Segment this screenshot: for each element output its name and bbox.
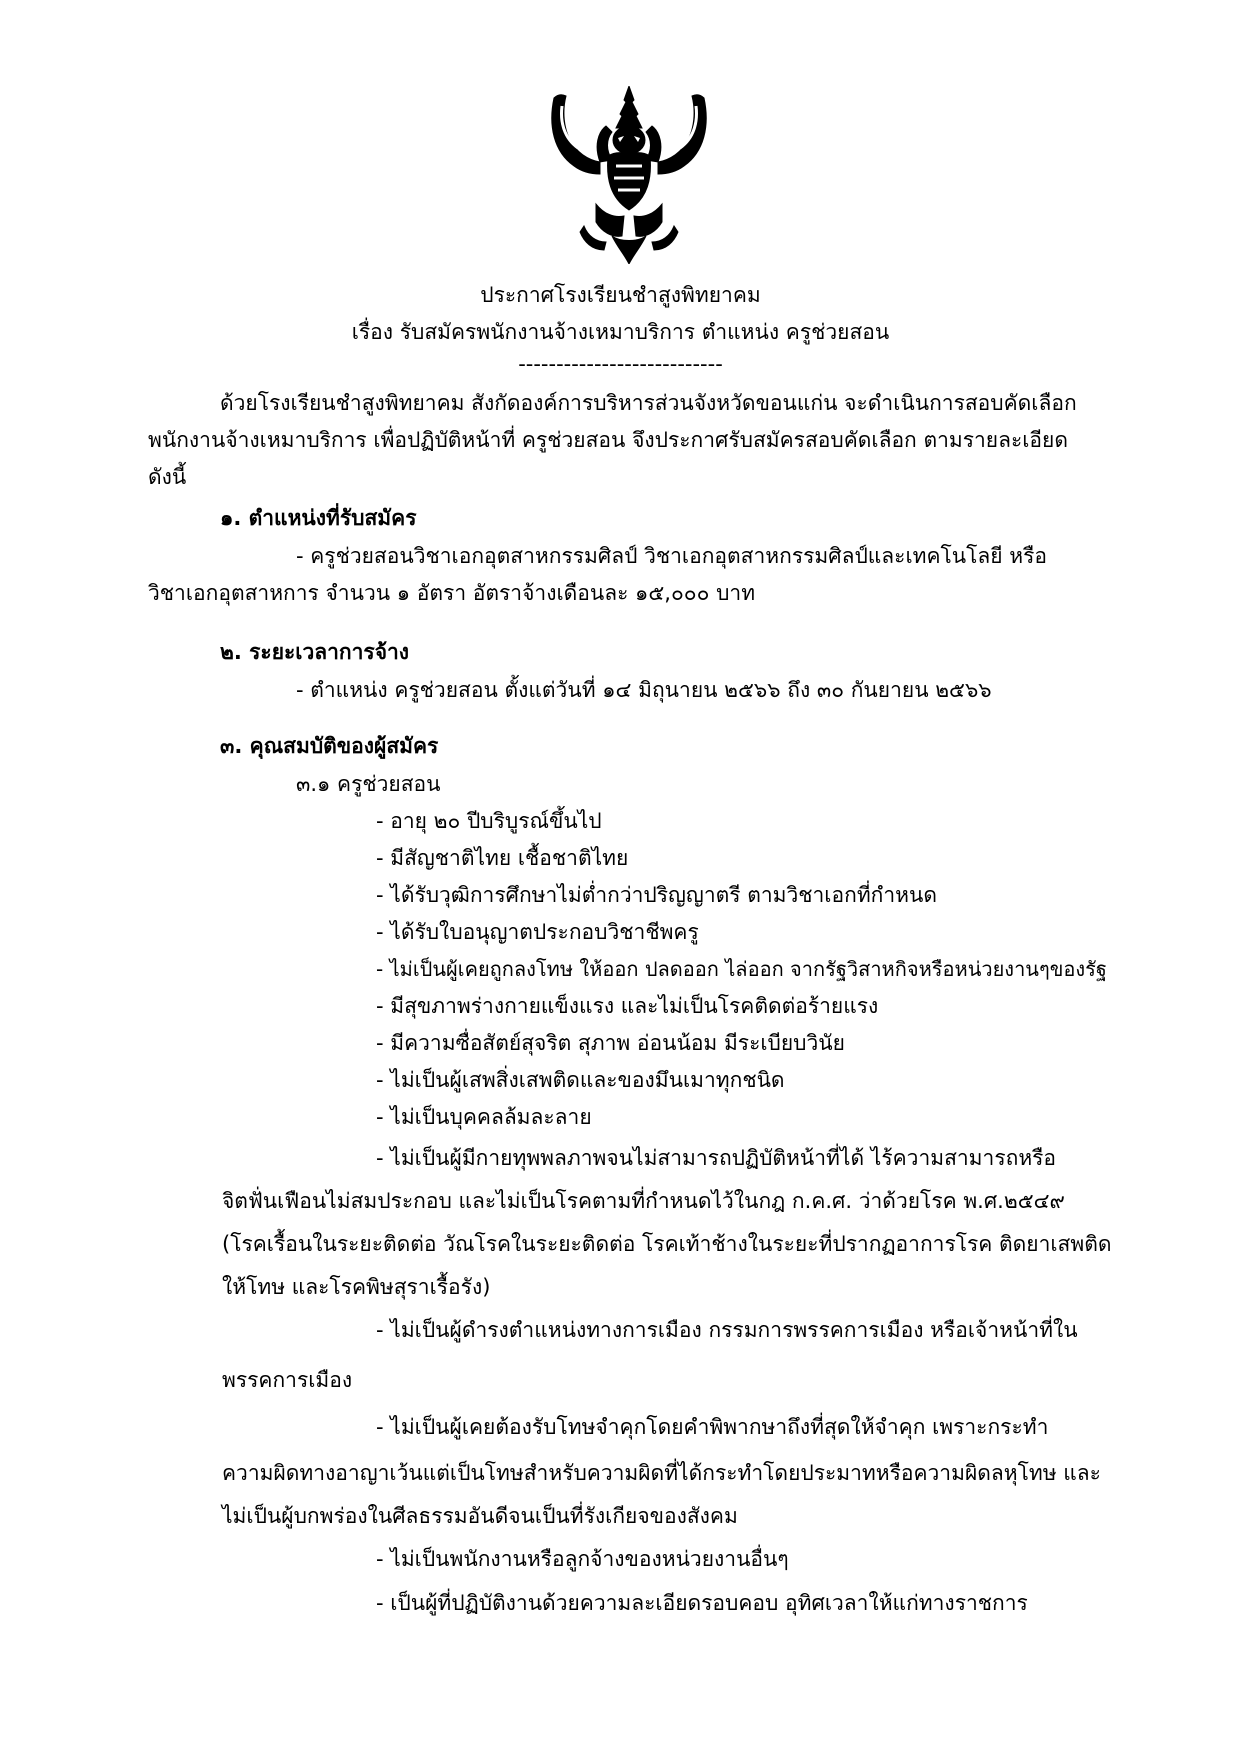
announcement-subject: เรื่อง รับสมัครพนักงานจ้างเหมาบริการ ตำแหน่ง ครูช่วยสอน [351, 320, 890, 344]
qualification-item: - มีความซื่อสัตย์สุจริต สุภาพ อ่อนน้อม มีระเบียบวินัย [376, 1031, 845, 1055]
politics-line-1: - ไม่เป็นผู้ดำรงตำแหน่งทางการเมือง กรรมการพรรคการเมือง หรือเจ้าหน้าที่ใน [376, 1318, 1078, 1342]
disease-line-1: - ไม่เป็นผู้มีกายทุพพลภาพจนไม่สามารถปฏิบัติหน้าที่ได้ ไร้ความสามารถหรือ [376, 1146, 1057, 1170]
garuda-emblem [548, 86, 710, 264]
section-2-line-1: - ตำแหน่ง ครูช่วยสอน ตั้งแต่วันที่ ๑๔ มิถุนายน ๒๕๖๖ ถึง ๓๐ กันยายน ๒๕๖๖ [296, 678, 992, 702]
section-2-heading: ๒. ระยะเวลาการจ้าง [220, 640, 410, 664]
intro-line-3: ดังนี้ [148, 465, 187, 489]
qualification-item: - มีสัญชาติไทย เชื้อชาติไทย [376, 846, 629, 870]
intro-line-1: ด้วยโรงเรียนชำสูงพิทยาคม สังกัดองค์การบริหารส่วนจังหวัดขอนแก่น จะดำเนินการสอบคัดเลือก [220, 391, 1077, 415]
qualification-item: - เป็นผู้ที่ปฏิบัติงานด้วยความละเอียดรอบคอบ อุทิศเวลาให้แก่ทางราชการ [376, 1591, 1028, 1615]
qualification-item: - ไม่เป็นผู้เคยถูกลงโทษ ให้ออก ปลดออก ไล่ออก จากรัฐวิสาหกิจหรือหน่วยงานๆของรัฐ [376, 957, 1107, 981]
qualification-item: - มีสุขภาพร่างกายแข็งแรง และไม่เป็นโรคติดต่อร้ายแรง [376, 994, 879, 1018]
qualification-item: - ไม่เป็นพนักงานหรือลูกจ้างของหน่วยงานอื่นๆ [376, 1547, 789, 1571]
section-3-heading: ๓. คุณสมบัติของผู้สมัคร [220, 734, 439, 758]
prison-line-3: ไม่เป็นผู้บกพร่องในศีลธรรมอันดีจนเป็นที่รังเกียจของสังคม [222, 1504, 738, 1528]
qualification-item: - ได้รับวุฒิการศึกษาไม่ต่ำกว่าปริญญาตรี ตามวิชาเอกที่กำหนด [376, 883, 938, 907]
section-1-line-2: วิชาเอกอุตสาหการ จำนวน ๑ อัตรา อัตราจ้างเดือนละ ๑๕,๐๐๐ บาท [148, 581, 756, 605]
disease-line-2: จิตฟั่นเฟือนไม่สมประกอบ และไม่เป็นโรคตามที่กำหนดไว้ในกฎ ก.ค.ศ. ว่าด้วยโรค พ.ศ.๒๕๔๙ [222, 1189, 1065, 1213]
qualification-item: - ไม่เป็นผู้เสพสิ่งเสพติดและของมึนเมาทุกชนิด [376, 1068, 785, 1092]
section-3-subheading: ๓.๑ ครูช่วยสอน [296, 772, 441, 796]
section-1-line-1: - ครูช่วยสอนวิชาเอกอุตสาหกรรมศิลป์ วิชาเอกอุตสาหกรรมศิลป์และเทคโนโลยี หรือ [296, 544, 1048, 568]
header-divider: --------------------------- [518, 352, 723, 376]
qualification-item: - ไม่เป็นบุคคลล้มละลาย [376, 1105, 592, 1129]
announcement-title: ประกาศโรงเรียนชำสูงพิทยาคม [480, 283, 761, 307]
disease-line-4: ให้โทษ และโรคพิษสุราเรื้อรัง) [222, 1275, 491, 1299]
prison-line-1: - ไม่เป็นผู้เคยต้องรับโทษจำคุกโดยคำพิพากษาถึงที่สุดให้จำคุก เพราะกระทำ [376, 1415, 1049, 1439]
intro-line-2: พนักงานจ้างเหมาบริการ เพื่อปฏิบัติหน้าที่ ครูช่วยสอน จึงประกาศรับสมัครสอบคัดเลือก ตามรายละเอียด [148, 428, 1068, 452]
disease-line-3: (โรคเรื้อนในระยะติดต่อ วัณโรคในระยะติดต่อ โรคเท้าช้างในระยะที่ปรากฏอาการโรค ติดยาเสพติด [222, 1232, 1112, 1256]
qualification-item: - อายุ ๒๐ ปีบริบูรณ์ขึ้นไป [376, 809, 602, 833]
qualification-item: - ได้รับใบอนุญาตประกอบวิชาชีพครู [376, 920, 699, 944]
politics-line-2: พรรคการเมือง [222, 1368, 353, 1392]
prison-line-2: ความผิดทางอาญาเว้นแต่เป็นโทษสำหรับความผิดที่ได้กระทำโดยประมาทหรือความผิดลหุโทษ และ [222, 1461, 1101, 1485]
section-1-heading: ๑. ตำแหน่งที่รับสมัคร [220, 506, 417, 530]
